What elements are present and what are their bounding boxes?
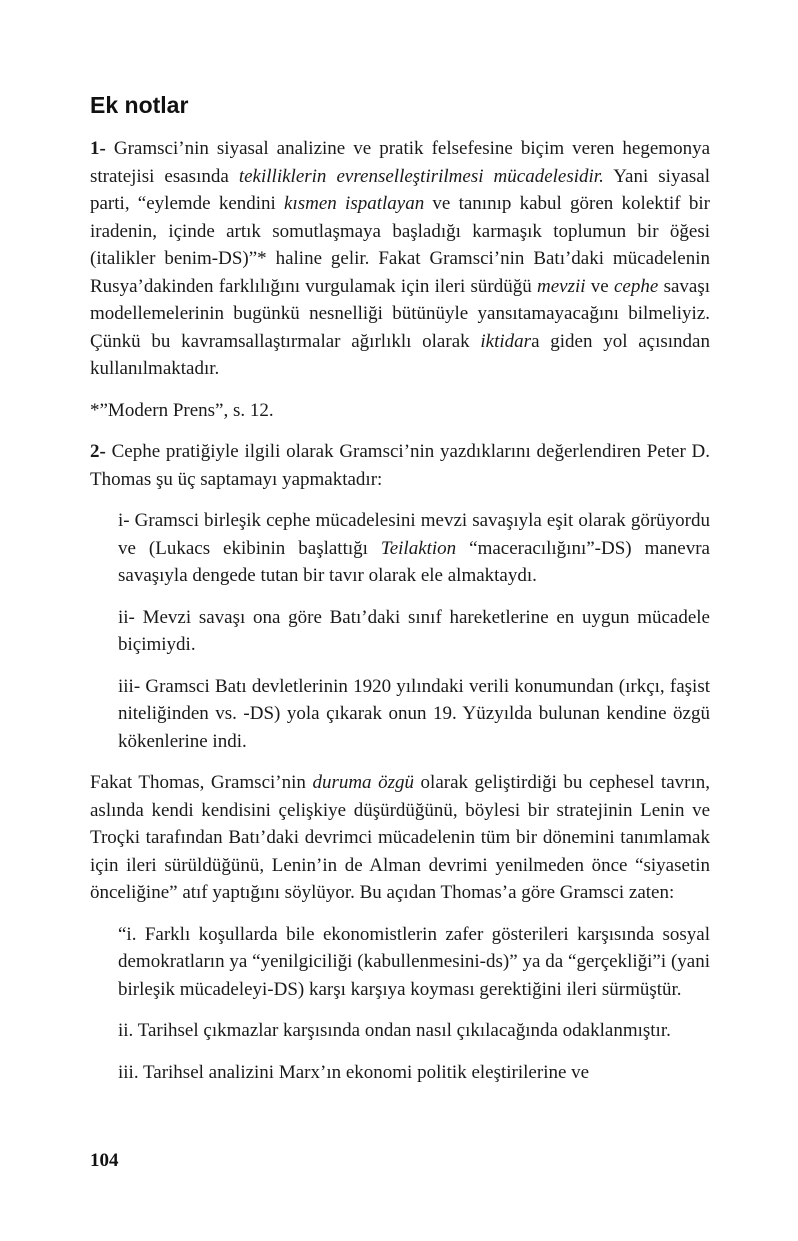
list-item-iii xyxy=(118,673,710,756)
footnote xyxy=(90,397,710,425)
text-run: iii- Gramsci Batı devletlerinin 1920 yılındaki verili konumundan (ırkçı, faşist niteliğinden vs. -DS) yola çıkarak onun 19. Yüzyılda bulunan kendine özgü kökenlerine indi. xyxy=(118,675,710,752)
text-run: ii. Tarihsel çıkmazlar karşısında ondan nasıl çıkılacağında odaklanmıştır. xyxy=(118,1020,671,1041)
bold-run: 2- xyxy=(90,441,112,462)
text-run: Fakat Thomas, Gramsci’nin xyxy=(90,772,313,793)
text-run: iii. Tarihsel analizini Marx’ın ekonomi politik eleştirilerine ve xyxy=(118,1061,590,1083)
section-heading: Ek notlar xyxy=(90,92,189,118)
page-number: 104 xyxy=(90,1150,119,1171)
quote-item-i xyxy=(118,921,710,1004)
italic-run: duruma özgü xyxy=(312,772,414,793)
text-run: Cephe pratiğiyle ilgili olarak Gramsci’nin yazdıklarını değerlendiren Peter D. Thomas şu üç saptamayı yapmaktadır: xyxy=(90,441,711,490)
quote-item-ii xyxy=(118,1017,710,1045)
bold-run: 1- xyxy=(90,138,114,159)
text-run: ve tanınıp kabul gören kolektif bir iradenin, içinde artık somutlaşmaya başladığı karmaşık toplumun bir öğesi (italikler benim-DS)”* haline gelir. Fakat Gramsci’nin Batı’daki mücadelenin Rusya’dakinden farklılığını vurgulamak için ileri sürdüğü xyxy=(90,193,710,297)
text-run: ii- Mevzi savaşı ona göre Batı’daki sınıf hareketlerine en uygun mücadele biçimiydi. xyxy=(118,606,710,655)
italic-run: tekilliklerin evrenselleştirilmesi mücadelesidir. xyxy=(238,165,604,187)
italic-run: Teilaktion xyxy=(380,537,457,559)
paragraph-thomas xyxy=(90,769,710,907)
text-run: a giden yol açısından kullanılmaktadır. xyxy=(90,330,710,379)
italic-run: cephe xyxy=(614,275,659,297)
text-run: olarak geliştirdiği bu cephesel tavrın, aslında kendi kendisini çelişkiye düşürdüğünü, böylesi bir stratejinin Lenin ve Troçki tarafından Batı’daki devrimci mücadelenin tüm bir dönemini tanımlamak için ileri sürüldüğünü, Lenin’in de Alman devrimi yenilmeden önce “siyasetin önceliğine” atıf yaptığını söylüyor. Bu açıdan Thomas’a göre Gramsci zaten: xyxy=(90,772,710,903)
italic-run: mevzii xyxy=(537,275,586,297)
text-run: *”Modern Prens”, s. 12. xyxy=(90,399,274,421)
text-run: savaşı modellemelerinin bugünkü nesnelliği bütünüyle yansıtamayacağını bilmeliyiz. Çünkü bu kavramsallaştırmalar ağırlıklı olarak xyxy=(90,275,711,352)
text-run: ve xyxy=(585,275,614,297)
page-content xyxy=(90,92,710,1100)
text-run: Yani siyasal parti, “eylemde kendini xyxy=(90,165,710,214)
quote-item-iii xyxy=(118,1059,710,1087)
text-run: Gramsci’nin siyasal analizine ve pratik felsefesine biçim veren hegemonya stratejisi esasında xyxy=(90,138,710,187)
italic-run: kısmen ispatlayan xyxy=(284,193,425,214)
text-run: i- Gramsci birleşik cephe mücadelesini mevzi savaşıyla eşit olarak görüyordu ve (Lukacs ekibinin başlattığı xyxy=(118,510,710,559)
body-text xyxy=(90,135,710,1086)
list-item-i xyxy=(118,507,710,590)
note-1 xyxy=(90,135,710,383)
text-run: “i. Farklı koşullarda bile ekonomistlerin zafer gösterileri karşısında sosyal demokratların ya “yenilgiciliği (kabullenmesini-ds)” ya da “gerçekliği”i (yani birleşik mücadeleyi-DS) karşı karşıya koyması gerektiğini ileri sürmüştür. xyxy=(118,923,710,1000)
text-run: “maceracılığını”-DS) manevra savaşıyla dengede tutan bir tavır olarak ele almaktaydı. xyxy=(118,537,710,586)
note-2 xyxy=(90,438,710,493)
list-item-ii xyxy=(118,604,710,659)
italic-run: iktidar xyxy=(480,330,532,352)
